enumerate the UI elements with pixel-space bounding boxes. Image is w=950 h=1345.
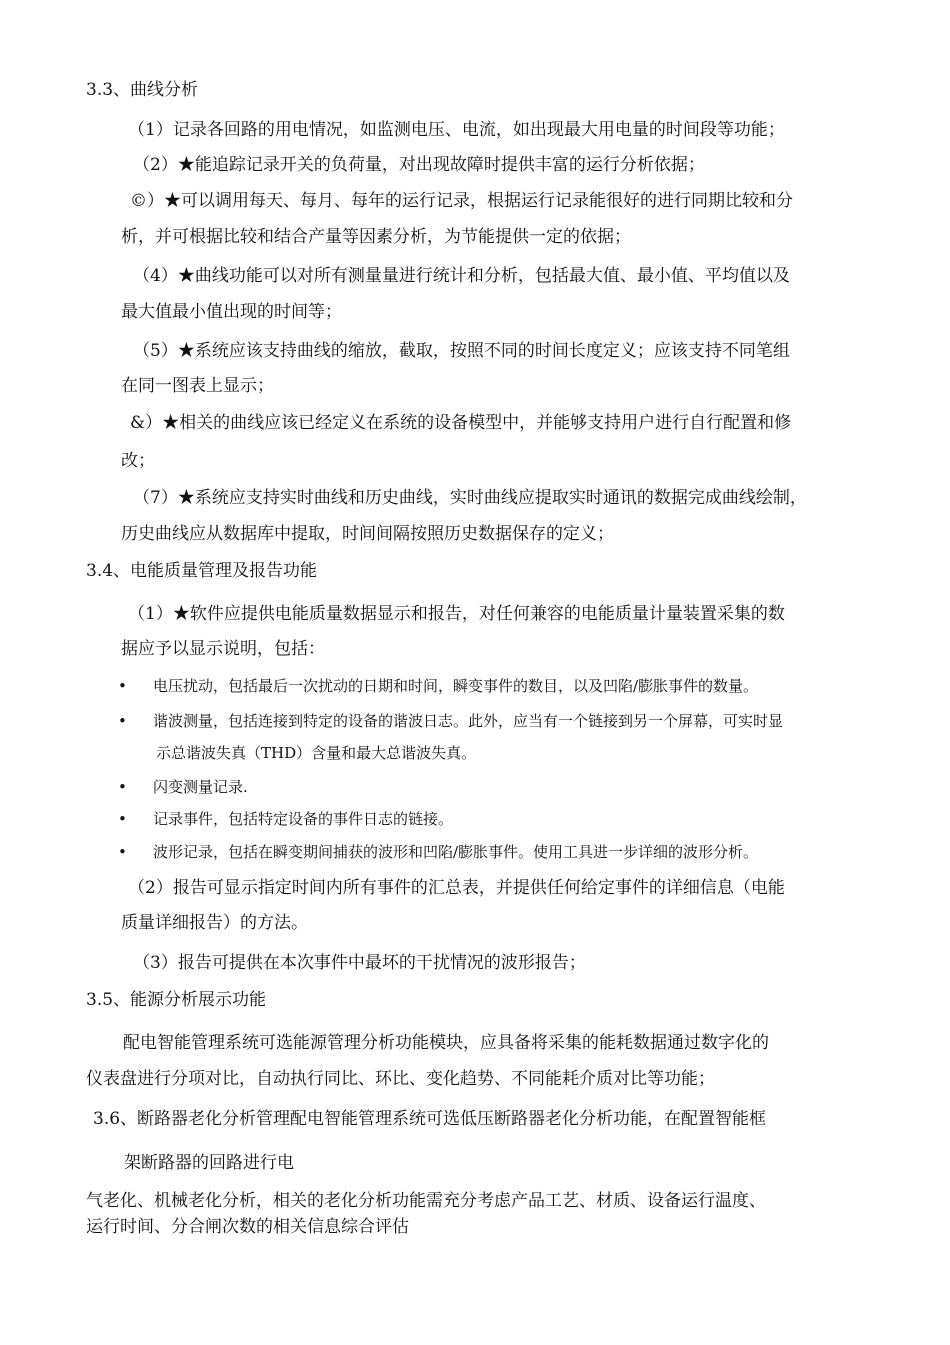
paragraph-line: 析，并可根据比较和结合产量等因素分析，为节能提供一定的依据； (121, 227, 631, 247)
bullet-marker: • (118, 778, 127, 796)
paragraph-line: （1）记录各回路的用电情况，如监测电压、电流，如出现最大用电量的时间段等功能； (128, 120, 785, 140)
section-heading-3-5: 3.5、能源分析展示功能 (86, 990, 267, 1010)
paragraph-line: （5）★系统应该支持曲线的缩放，截取，按照不同的时间长度定义；应该支持不同笔组 (133, 341, 790, 361)
section-heading-3-3: 3.3、曲线分析 (86, 80, 199, 100)
bullet-text: 波形记录，包括在瞬变期间捕获的波形和凹陷/膨胀事件。使用工具进一步详细的波形分析。 (153, 843, 759, 861)
bullet-text: 记录事件，包括特定设备的事件日志的链接。 (153, 810, 454, 828)
section-heading-3-6: 3.6、断路器老化分析管理配电智能管理系统可选低压断路器老化分析功能，在配置智能框 (93, 1109, 767, 1129)
paragraph-line: 配电智能管理系统可选能源管理分析功能模块，应具备将采集的能耗数据通过数字化的 (123, 1033, 769, 1053)
paragraph-line: （2）★能追踪记录开关的负荷量，对出现故障时提供丰富的运行分析依据； (133, 155, 705, 175)
paragraph-line: （3）报告可提供在本次事件中最坏的干扰情况的波形报告； (133, 953, 586, 973)
paragraph-line: ©）★可以调用每天、每月、每年的运行记录，根据运行记录能很好的进行同期比较和分 (130, 191, 793, 211)
paragraph-line: 运行时间、分合闸次数的相关信息综合评估 (86, 1217, 409, 1237)
paragraph-line: （4）★曲线功能可以对所有测量量进行统计和分析，包括最大值、最小值、平均值以及 (133, 266, 790, 286)
paragraph-line: 历史曲线应从数据库中提取，时间间隔按照历史数据保存的定义； (121, 524, 614, 544)
paragraph-line: &）★相关的曲线应该已经定义在系统的设备模型中，并能够支持用户进行自行配置和修 (130, 413, 792, 433)
paragraph-line: 在同一图表上显示； (121, 376, 274, 396)
bullet-marker: • (118, 677, 127, 695)
paragraph-line: 仪表盘进行分项对比，自动执行同比、环比、变化趋势、不同能耗介质对比等功能； (86, 1069, 715, 1089)
bullet-text: 谐波测量，包括连接到特定的设备的谐波日志。此外，应当有一个链接到另一个屏幕，可实时显 (153, 712, 784, 730)
paragraph-line: 气老化、机械老化分析，相关的老化分析功能需充分考虑产品工艺、材质、设备运行温度、 (86, 1191, 766, 1211)
bullet-marker: • (118, 712, 127, 730)
paragraph-line: （2）报告可显示指定时间内所有事件的汇总表，并提供任何给定事件的详细信息（电能 (128, 878, 785, 898)
paragraph-line: 据应予以显示说明，包括： (121, 639, 325, 659)
paragraph-line: （1）★软件应提供电能质量数据显示和报告，对任何兼容的电能质量计量装置采集的数 (128, 604, 785, 624)
bullet-marker: • (118, 843, 127, 861)
paragraph-line: （7）★系统应支持实时曲线和历史曲线，实时曲线应提取实时通讯的数据完成曲线绘制， (133, 488, 807, 508)
paragraph-line: 改； (121, 451, 155, 471)
paragraph-line: 最大值最小值出现的时间等； (121, 302, 342, 322)
section-heading-3-4: 3.4、电能质量管理及报告功能 (86, 561, 318, 581)
paragraph-line: 质量详细报告）的方法。 (121, 913, 308, 933)
bullet-text: 闪变测量记录. (153, 778, 248, 796)
bullet-text: 电压扰动，包括最后一次扰动的日期和时间，瞬变事件的数目，以及凹陷/膨胀事件的数量。 (153, 677, 759, 695)
bullet-text-continuation: 示总谐波失真（THD）含量和最大总谐波失真。 (156, 744, 477, 762)
paragraph-line: 架断路器的回路进行电 (124, 1153, 294, 1173)
bullet-marker: • (118, 810, 127, 828)
